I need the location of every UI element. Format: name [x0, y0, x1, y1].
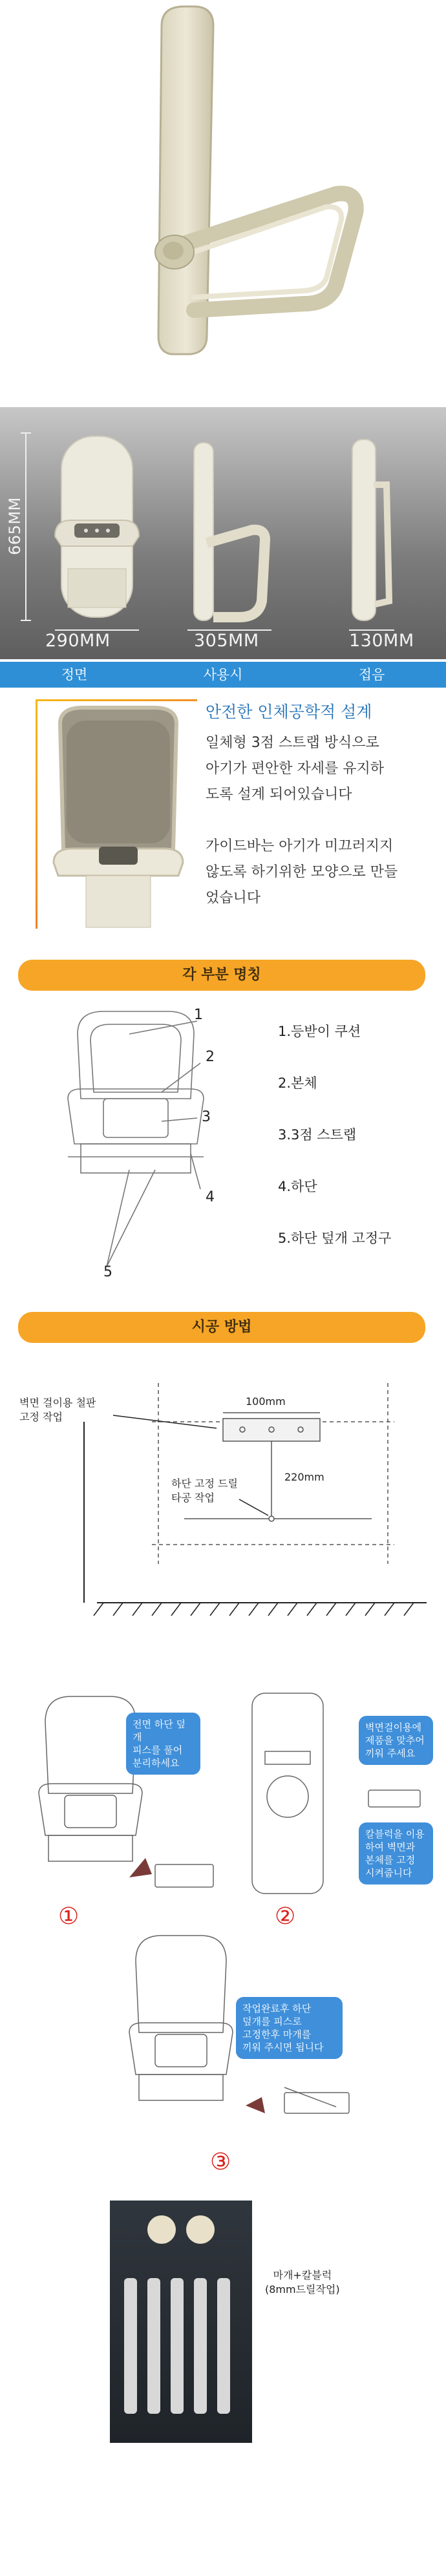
note-line: 시켜줍니다: [365, 1867, 412, 1879]
hardware-photo: [110, 2201, 252, 2443]
note-line: 벽면걸이용에: [365, 1722, 421, 1733]
folded-width-label: 130MM: [349, 631, 414, 651]
callout-5: 5: [103, 1264, 112, 1280]
drill-height-label: 220mm: [284, 1471, 324, 1483]
intro-line: 아기가 편안한 자세를 유지하: [206, 761, 385, 777]
height-dimension-label: 665MM: [5, 497, 24, 555]
intro-line: 도록 설계 되어있습니다: [206, 787, 352, 803]
step-number-3: ③: [210, 2149, 231, 2175]
tab-folded[interactable]: 접음: [358, 667, 385, 682]
note-line: 고정 작업: [19, 1411, 63, 1423]
note-line: 마개+칼블럭: [273, 2269, 332, 2281]
note-line: 본체를 고정: [365, 1854, 416, 1866]
front-width-label: 290MM: [45, 631, 111, 651]
note-line: 분리하세요: [133, 1757, 180, 1769]
intro-line: 일체형 3점 스트랩 방식으로: [206, 735, 379, 751]
part-label-2: 2.본체: [278, 1075, 317, 1091]
part-label-3: 3.3점 스트랩: [278, 1127, 357, 1143]
intro-line: 었습니다: [206, 890, 261, 906]
intro-line: 가이드바는 아기가 미끄러지지: [206, 838, 394, 854]
tab-in-use[interactable]: 사용시: [203, 667, 243, 682]
note-line: 작업완료후 하단: [242, 2003, 312, 2014]
use-width-label: 305MM: [194, 631, 259, 651]
note-line: 타공 작업: [171, 1492, 215, 1504]
parts-section-header: 각 부분 명칭: [18, 960, 425, 991]
note-line: 제품을 맞추어: [365, 1735, 425, 1746]
intro-title: 안전한 인체공학적 설계: [206, 702, 372, 721]
note-line: 끼워 주시면 됩니다: [242, 2042, 324, 2053]
callout-3: 3: [202, 1109, 211, 1125]
note-line: 고정한후 마개를: [242, 2029, 312, 2040]
note-line: (8mm드릴작업): [265, 2283, 340, 2296]
install-section-header: 시공 방법: [18, 1312, 425, 1343]
part-label-5: 5.하단 덮개 고정구: [278, 1230, 392, 1246]
tab-front[interactable]: 정면: [61, 667, 88, 682]
note-line: 칼블럭을 이용: [365, 1828, 425, 1840]
callout-1: 1: [194, 1007, 203, 1023]
intro-line: 않도록 하기위한 모양으로 만들: [206, 864, 398, 880]
step2-note-bottom: [359, 1822, 433, 1884]
step1-note: [126, 1713, 200, 1775]
step-number-2: ②: [275, 1903, 296, 1930]
hardware-label: [265, 2268, 340, 2297]
note-line: 하여 벽면과: [365, 1841, 416, 1853]
hardware-illustration: [110, 2201, 252, 2443]
note-line: 전면 하단 덮개: [133, 1718, 186, 1743]
note-line: 하단 고정 드릴: [171, 1477, 238, 1490]
step2-note-top: [359, 1716, 433, 1765]
callout-4: 4: [206, 1189, 215, 1205]
step-number-1: ①: [58, 1903, 80, 1930]
callout-2: 2: [206, 1049, 215, 1065]
note-line: 피스를 풀어: [133, 1744, 183, 1756]
plate-width-label: 100mm: [246, 1395, 286, 1408]
note-line: 벽면 걸이용 철판: [19, 1397, 96, 1409]
part-label-4: 4.하단: [278, 1179, 317, 1194]
note-line: 덮개를 피스로: [242, 2016, 302, 2027]
step3-note: [236, 1997, 343, 2059]
part-label-1: 1.등받이 쿠션: [278, 1024, 361, 1039]
note-line: 끼워 주세요: [365, 1747, 416, 1759]
